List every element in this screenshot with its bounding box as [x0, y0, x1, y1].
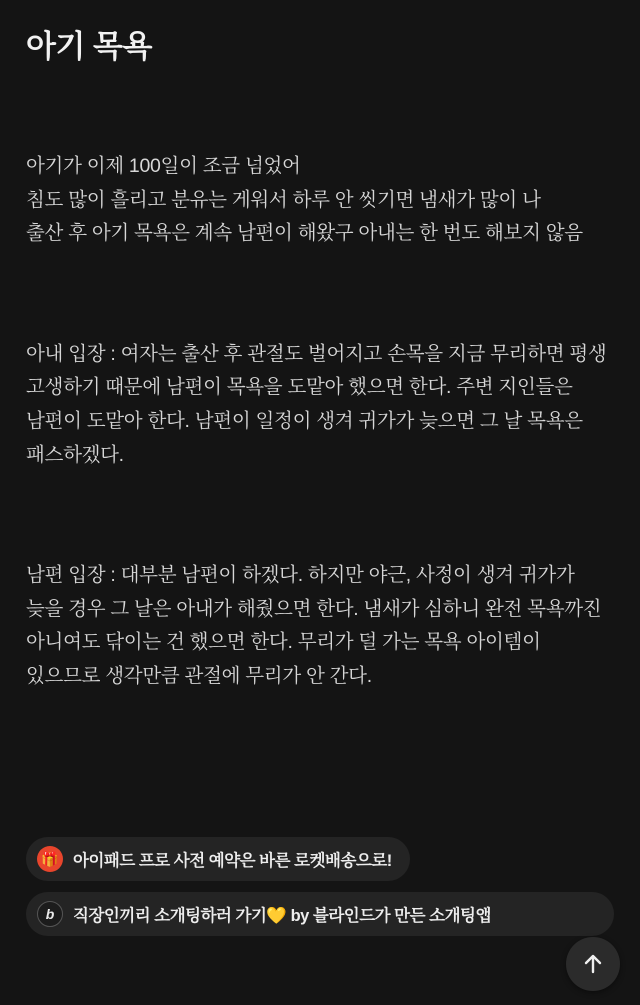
- blind-logo-icon: b: [37, 901, 63, 927]
- ad-banner-text: 아이패드 프로 사전 예약은 바른 로켓배송으로!: [73, 852, 392, 870]
- post-paragraph: 아기가 이제 100일이 조금 넘었어 침도 많이 흘리고 분유는 게워서 하루 안 씻기면 냄새가 많이 나 출산 후 아기 목욕은 계속 남편이 해왔구 아내는 한 번도 해보지 않음: [26, 155, 583, 245]
- ad-banner-blind[interactable]: [26, 892, 614, 936]
- ad-banner-list: [26, 837, 614, 947]
- post-paragraph: 남편 입장 : 대부분 남편이 하겠다. 하지만 야근, 사정이 생겨 귀가가 늦을 경우 그 날은 아내가 해줬으면 한다. 냄새가 심하니 완전 목욕까진 아니여도 닦이는 건 했으면 한다. 무리가 덜 가는 목욕 아이템이 있으므로 생각만큼 관절에 무리가 안 간다.: [26, 564, 607, 687]
- page-title: 아기 목욕: [26, 29, 152, 64]
- scroll-to-top-button[interactable]: [566, 937, 620, 991]
- arrow-up-icon: [580, 951, 606, 977]
- post-body: [26, 83, 614, 760]
- ad-banner-ipad[interactable]: [26, 837, 410, 881]
- gift-icon: 🎁: [37, 846, 63, 872]
- post-paragraph: 아내 입장 : 여자는 출산 후 관절도 벌어지고 손목을 지금 무리하면 평생 고생하기 때문에 남편이 목욕을 도맡아 했으면 한다. 주변 지인들은 남편이 도맡아 한다. 남편이 일정이 생겨 귀가가 늦으면 그 날 목욕은 패스하겠다.: [26, 342, 612, 466]
- ad-banner-text: 직장인끼리 소개팅하러 가기💛 by 블라인드가 만든 소개팅앱: [73, 907, 491, 925]
